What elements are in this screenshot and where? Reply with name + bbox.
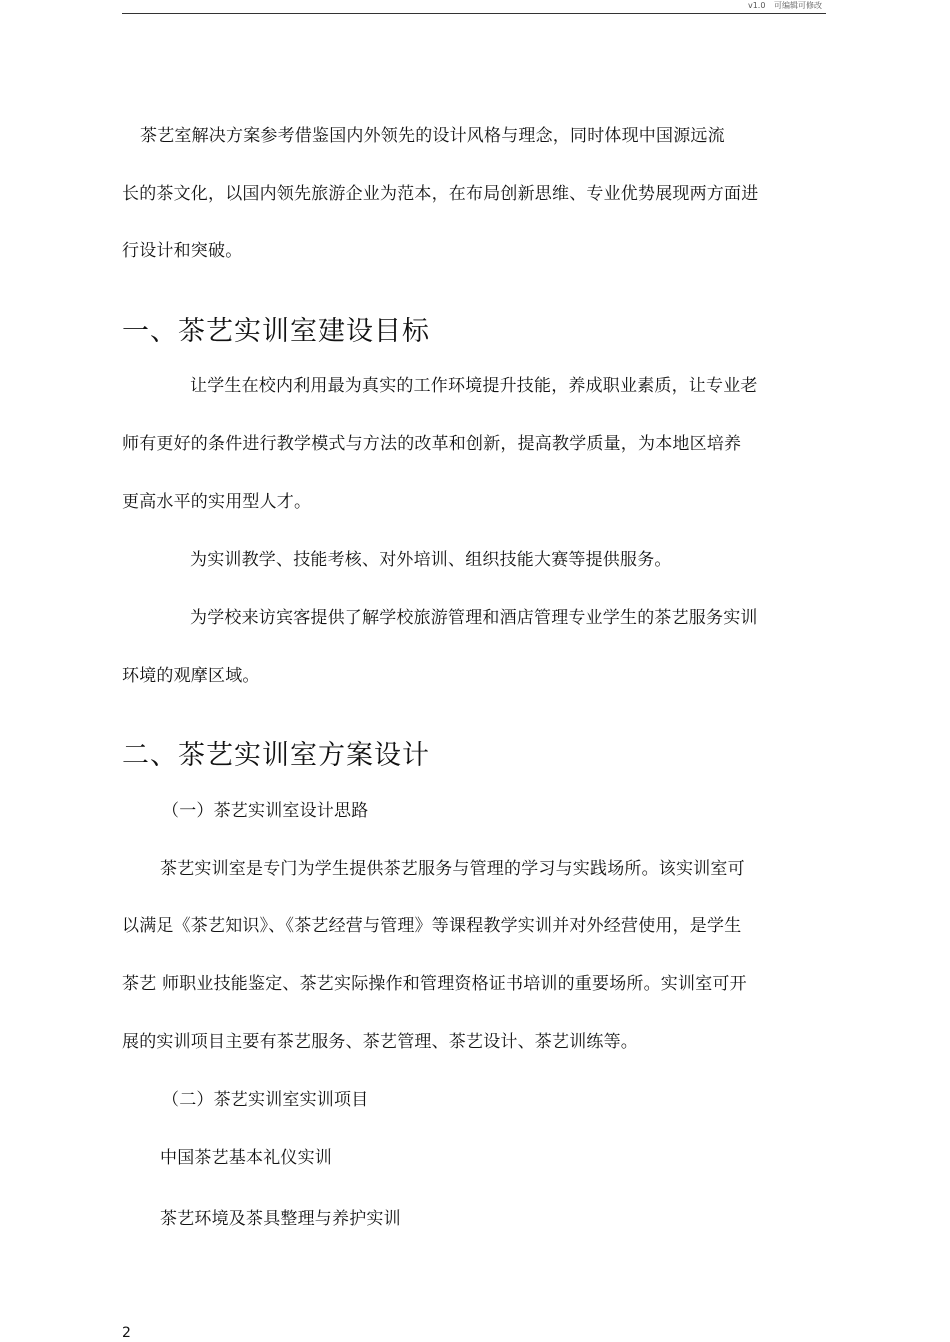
body-line: 环境的观摩区域。: [122, 666, 260, 686]
body-line: 师有更好的条件进行教学模式与方法的改革和创新，提高教学质量，为本地区培养: [122, 434, 742, 454]
subheading: （二）茶艺实训室实训项目: [162, 1090, 369, 1110]
body-line: 茶艺 师职业技能鉴定、茶艺实际操作和管理资格证书培训的重要场所。实训室可开: [122, 974, 747, 994]
section-2-heading: 二、茶艺实训室方案设计: [122, 740, 430, 771]
body-line: 更高水平的实用型人才。: [122, 492, 312, 512]
header-note: [742, 0, 822, 11]
body-line: 为学校来访宾客提供了解学校旅游管理和酒店管理专业学生的茶艺服务实训: [190, 608, 758, 628]
body-line: 以满足《茶艺知识》、《茶艺经营与管理》等课程教学实训并对外经营使用，是学生: [122, 916, 742, 936]
body-line: 让学生在校内利用最为真实的工作环境提升技能，养成职业素质，让专业老: [190, 376, 758, 396]
body-line: 展的实训项目主要有茶艺服务、茶艺管理、茶艺设计、茶艺训练等。: [122, 1032, 638, 1052]
body-line: 茶艺实训室是专门为学生提供茶艺服务与管理的学习与实践场所。该实训室可: [160, 859, 745, 879]
list-item: 中国茶艺基本礼仪实训: [160, 1148, 332, 1168]
intro-line: 行设计和突破。: [122, 241, 243, 261]
subheading: （一）茶艺实训室设计思路: [162, 801, 369, 821]
page-number: 2: [122, 1325, 131, 1341]
body-line: 为实训教学、技能考核、对外培训、组织技能大赛等提供服务。: [190, 550, 672, 570]
header-rule: [122, 13, 826, 14]
intro-line: 茶艺室解决方案参考借鉴国内外领先的设计风格与理念，同时体现中国源远流: [140, 126, 725, 146]
intro-line: 长的茶文化，以国内领先旅游企业为范本，在布局创新思维、专业优势展现两方面进: [122, 184, 759, 204]
header-version: v1.0: [747, 1, 766, 10]
list-item: 茶艺环境及茶具整理与养护实训: [160, 1209, 401, 1229]
header-editable-note: 可编辑可修改: [774, 1, 822, 10]
section-1-heading: 一、茶艺实训室建设目标: [122, 316, 430, 347]
